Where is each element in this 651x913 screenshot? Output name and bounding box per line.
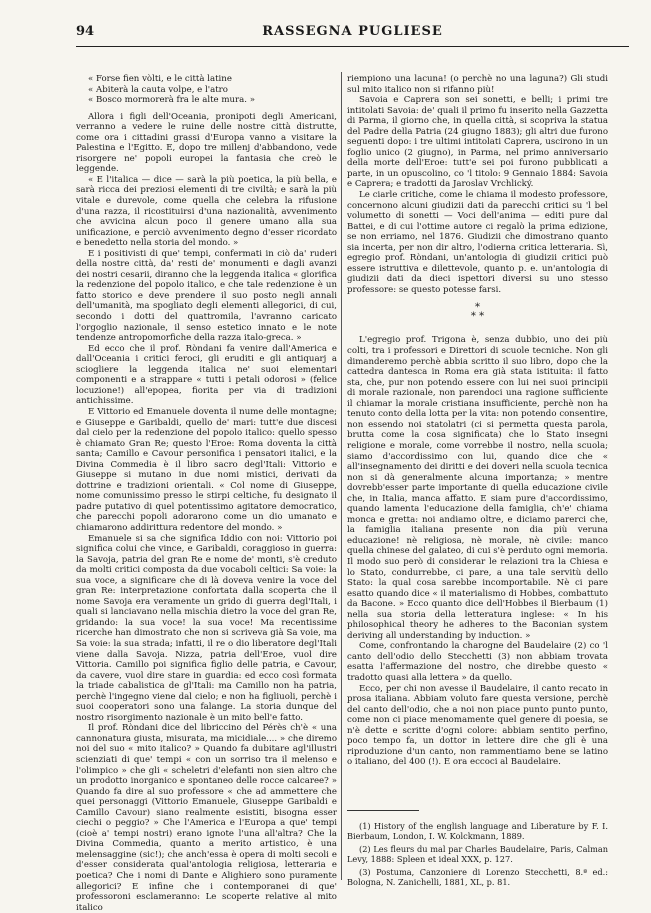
section-break-asterisks [347,303,608,321]
footnote-divider [347,810,419,811]
paragraph: Allora i figli dell'Oceania, pronipoti degli Americani, verranno a vedere le ruine delle nostre città distrutte, come ora i cittadini grassi d'Europa vanno a visitare la Palestina e l'Egitto. E, dopo tre millenj d'abbandono, vede risorgere ne' popoli europei la fantasia che creò le leggende. [76,111,337,175]
verse-line: « Abiterà la cauta volpe, e l'atro [88,84,228,95]
page-number: 94 [76,24,95,39]
paragraph: Come, confrontando la charogne del Baudelaire (2) co 'l canto dell'odio dello Stecchetti (3) non abbiam trovata esatta l'affermazione del nostro, che direbbe questo « tradotto quasi alla lettera » da quello. [347,641,608,683]
verse-line: « Forse fien vòlti, e le città latine [88,74,232,84]
footnote: (3) Postuma, Canzoniere di Lorenzo Stecchetti, 8.ª ed.: Bologna, N. Zanichelli, 1881, XL, p. 81. [347,866,608,887]
paragraph: Ecco, per chi non avesse il Baudelaire, il canto recato in prosa italiana. Abbiam voluto fare questa versione, perchè del canto dell'odio, che a noi non piace punto punto punto, come non ci piace menomamente quel genere di poesia, se n'è dette e scritte d'ogni colore: abbiam sentito perfino, poco tempo fa, un dottor in lettere dire che gli è una riproduzione d'un canto, non rammentiamo bene se latino o italiano, del 400 (!). E ora eccoci al Baudelaire. [347,683,608,768]
left-column [76,74,337,913]
asterisk-bottom: * * [470,311,485,323]
footnote: (2) Les fleurs du mal par Charles Baudelaire, Paris, Calman Levy, 1888: Spleen et ideal XXX, p. 127. [347,843,608,865]
paragraph: riempiono una lacuna! (o perchè no una laguna?) Gli studi sul mito italico non si rifanno più! [347,74,608,95]
verse-quote [88,74,337,106]
footnote: (1) History of the english language and Liberature by F. I. Bierbaum, London, I. W. Kolckmann, 1889. [347,820,608,842]
paragraph: L'egregio prof. Trigona è, senza dubbio, uno dei più colti, tra i professori e Direttori di scuole tecniche. Non gli dimanderemo perchè abbia scritto il suo libro, dopo che la cattedra dantesca in Roma era già stata istituita: il fatto sta, che, pur non potendo essere con lui nei suoi principii di morale razionale, non parendoci una ragione sufficiente il chiamar la morale cristiana insufficiente, perchè non ha tenuto conto della lotta per la vita: non potendo consentire, non essendo noi statolatri (ci si permetta questa parola, brutta come la cosa significata) che lo Stato insegni religione e morale, come vorrebbe il nostro, nella scuola; siamo d'accordissimo con lui, quando dice che « all'insegnamento dei diritti e dei doveri nella scuola tecnica non si dà generalmente alcuna importanza; » mentre dovrebb'esser parte importante di quella educazione civile che, in Italia, manca affatto. E siam pure d'accordissimo, quando lamenta l'educazione della famiglia, ch'e' chiama monca e gretta: noi andiamo oltre, e diciamo parerci che, la famiglia italiana presente non dia più veruna educazione! nè religiosa, nè morale, nè civile: manco quella chinese del galateo, di cui s'è perduto ogni memoria. Il modo suo però di considerar le relazioni tra la Chiesa e lo Stato, condurrebbe, ci pare, a una tale servitù dello Stato: la qual cosa sarebbe incomportabile. Nè ci pare esatto quando dice « il materialismo di Hobbes, combattuto da Bacone. » Ecco quanto dice dell'Hobbes il Bierbaum (1) nella sua storia della letteratura inglese: « In his philosophical theory he adheres to the Baconian system deriving all understanding by induction. » [347,335,608,641]
page-header [76,22,629,47]
right-column [347,74,608,887]
footnotes [347,821,608,887]
paragraph: Savoia e Caprera son sei sonetti, e belli; i primi tre intitolati Savoia: de' quali il primo fu inserito nella Gazzetta di Parma, il giorno che, in quella città, si scopriva la statua del Padre della Patria (24 giugno 1883); gli altri due furono seguenti dopo: i tre ultimi intitolati Caprera, uscirono in un foglio unico (2 giugno), in Parma, nel primo anniversario della morte dell'Eroe: tutt'e sei poi furono pubblicati a parte, in un opuscolino, co 'l titolo: 9 Gennaio 1884: Savoia e Caprera; e tradotti da Jaroslav Vrchlický. [347,95,608,190]
paragraph: E Vittorio ed Emanuele doventa il nume delle montagne; e Giuseppe e Garibaldi, quello de' mari: tutt'e due discesi dal cielo per la redenzione del popolo italico: quello spesso è chiamato Gran Re; questo l'Eroe: Roma doventa la città santa; Camillo e Cavour personifica i pensatori italici, e la Divina Commedia è il libro sacro degl'Itali: Vittorio e Giuseppe si mutano in due nomi mistici, derivati da dottrine e tradizioni orientali. « Col nome di Giuseppe, nome comunissimo presso le stirpi celtiche, fu designato il padre putativo di quel potentissimo agitatore democratico, che parecchi popoli adorarono come un dio umanato e chiamarono addirittura redentore del mondo. » [76,406,337,533]
running-title: RASSEGNA PUGLIESE [262,24,443,39]
paragraph: Emanuele si sa che significa Iddio con noi: Vittorio poi significa colui che vince, e Garibaldi, coraggioso in guerra: la Savoja, patria del gran Re e nome de' monti, s'è creduto da molti critici composta da due vocaboli celtici: Sa voie: la sua voce, a significare che di là doveva venire la voce del gran Re: interpretazione confortata dalla scoperta che il nome Savoja era veramente un grido di guerra degl'Itali, i quali si lanciavano nella mischia dietro la voce del gran Re, gridando: la sua voce! la sua voce! Ma recentissime ricerche han dimostrato che non si scriveva già Sa voie, ma Sa voie: la sua strada; infatti, il re o dio liberatore degl'Itali viene dalla Savoja. Nizza, patria dell'Eroe, vuol dire Vittoria. Camillo poi significa figlio delle patria, e Cavour, da cavere, vuol dire stare in guardia: ed ecco così formata la triade cabalistica de gl'Itali: ma Camillo non ha patria, perchè l'ingegno viene dal cielo; e non ha figliuoli, perchè i suoi cooperatori sono una falange. La storia dunque del nostro risorgimento nazionale è un mito bell'e fatto. [76,533,337,723]
paragraph: E i positivisti di que' tempi, confermati in ciò da' ruderi della nostre città, da' resti de' monumenti e dagli avanzi dei nostri cesarii, diranno che la leggenda italica « glorifica la redenzione del popolo italico, e che tale redenzione è un fatto storico e deve prendere il suo posto negli annali dell'umanità, ma spogliato degli elementi allegorici, di cui, secondo i dotti del quattromila, l'avranno caricato l'orgoglio nazionale, il senso estetico innato e le note tendenze antropomorfiche della razza italo-greca. » [76,248,337,344]
verse-line: « Bosco mormorerà fra le alte mura. » [88,95,256,106]
paragraph: Le ciarle critiche, come le chiama il modesto professore, concernono alcuni giudizii dati da parecchi critici su 'l bel volumetto di sonetti — Voci dell'anima — editi pure dal Battei, e di cui l'ottime autore ci regalò la prima edizione, se non erriamo, nel 1876. Giudizii che dimostrano quanto sia incerta, per non dir altro, l'odierna critica letteraria. Sì, egregio prof. Ròndani, un'antologia di giudizii critici può essere istruttiva e dilettevole, quanto p. e. un'antologia di giudizii dati da dieci ispettori diversi su uno stesso professore: se questo potesse farsi. [347,190,608,295]
paragraph: « E l'italica — dice — sarà la più poetica, la più bella, e sarà ricca dei preziosi elementi di tre civiltà; e sarà la più vitale e durevole, come quella che celebra la rifusione d'una razza, il ricostituirsi d'una nazionalità, avvenimento che avvicina alcun poco il genere umano alla sua unificazione, e perciò avvenimento degno d'esser ricordato e benedetto nella storia del mondo. » [76,174,337,249]
column-divider [341,72,342,880]
asterisk-top: * [475,302,480,314]
paragraph: Ed ecco che il prof. Ròndani fa venire dall'America e dall'Oceania i critici feroci, gli eruditi e gli antiquarj a sciogliere la leggenda italica ne' suoi elementari componenti e a strappare « tutti i petali odorosi » (felice locuzione!) all'epopea, fiorita per via di tradizioni antichissime. [76,343,337,407]
paragraph: Il prof. Ròndani dice del libriccino del Pérès ch'è « una cannonatura giusta, misurata, ma micidiale.... » che diremo noi del suo « mito italico? » Quando fa dubitare agl'illustri scienziati di que' tempi « con un sorriso tra il melenso e l'olimpico » che gli « scheletri d'elefanti non sien altro che un prodotto inorganico e spontaneo delle rocce calcaree? » Quando fa dire al suo professore « che ad ammettere che quei personaggi (Vittorio Emanuele, Giuseppe Garibaldi e Camillo Cavour) siano realmente esistiti, bisogna esser ciechi o peggio? » Che l'America e l'Europa a que' tempi (cioè a' tempi nostri) erano ignote l'una all'altra? Che la Divina Commedia, quanto a merito artistico, è una melensaggine (sic!); che anch'essa è opera di molti secoli e d'esser considerata qual'antologia religiosa, letteraria e poetica? Che i nomi di Dante e Alighiero sono puramente allegorici? E infine che i contemporanei di que' professoroni esclameranno: Le scoperte relative al mito italico [76,723,337,913]
